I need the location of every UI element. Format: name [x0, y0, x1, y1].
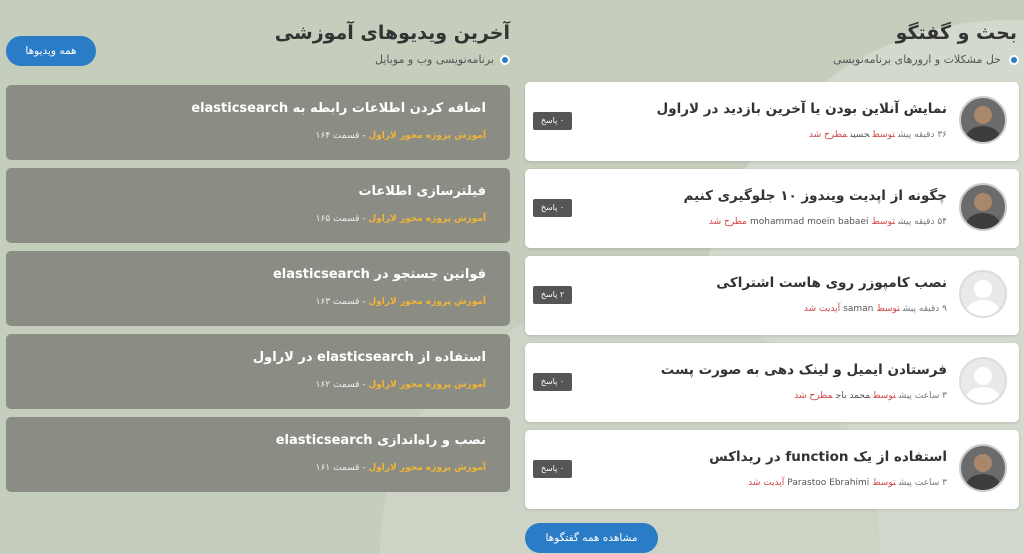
discussion-by: توسط: [873, 391, 896, 401]
avatar[interactable]: [959, 183, 1007, 231]
user-head-icon: [974, 280, 992, 298]
video-title[interactable]: قوانین جستجو در elasticsearch: [272, 267, 486, 282]
discussion-status: آپدیت شد: [803, 304, 841, 314]
user-head-icon: [974, 367, 992, 385]
video-meta: [316, 131, 486, 141]
user-body-icon: [966, 474, 1000, 492]
avatar[interactable]: [959, 96, 1007, 144]
video-episode: - قسمت ۱۶۳: [315, 297, 369, 307]
video-card[interactable]: [6, 251, 510, 326]
discussion-title[interactable]: نصب کامپوزر روی هاست اشتراکی: [716, 275, 947, 291]
video-course[interactable]: آموزش پروژه محور لاراول: [368, 214, 486, 224]
video-title[interactable]: اضافه کردن اطلاعات رابطه به elasticsearch: [191, 101, 486, 116]
video-title[interactable]: استفاده از elasticsearch در لاراول: [252, 350, 486, 365]
bullet-icon: [500, 55, 510, 65]
discussion-meta: [804, 304, 947, 314]
discussion-by: توسط: [876, 304, 900, 314]
video-course[interactable]: آموزش پروژه محور لاراول: [368, 463, 486, 473]
video-list: [6, 85, 510, 492]
discussion-title[interactable]: چگونه از اپدیت ویندوز ۱۰ جلوگیری کنیم: [683, 188, 947, 204]
reply-count-badge: ۰ پاسخ: [533, 112, 572, 130]
discussion-user[interactable]: محمد باج: [835, 391, 871, 401]
videos-title: آخرین ویدیوهای آموزشی: [274, 22, 510, 44]
discussion-status: آپدیت شد: [748, 478, 785, 488]
video-course[interactable]: آموزش پروژه محور لاراول: [368, 297, 486, 307]
discussion-card[interactable]: [525, 256, 1019, 335]
discussions-subtitle: [525, 50, 1019, 70]
video-meta: [316, 380, 486, 390]
all-videos-button[interactable]: همه ویدیوها: [6, 36, 96, 66]
discussions-title: بحث و گفتگو: [895, 22, 1017, 44]
video-meta: [316, 463, 486, 473]
user-body-icon: [966, 300, 1000, 318]
video-course[interactable]: آموزش پروژه محور لاراول: [368, 380, 486, 390]
discussion-time: ۳۶ دقیقه پیش: [897, 130, 947, 140]
video-episode: - قسمت ۱۶۲: [315, 380, 369, 390]
discussion-title[interactable]: نمایش آنلاین بودن یا آخرین بازدید در لاراول: [656, 101, 947, 117]
bullet-icon: [1009, 55, 1019, 65]
discussion-title[interactable]: فرستادن ایمیل و لینک دهی به صورت پست: [660, 362, 947, 378]
video-episode: - قسمت ۱۶۵: [315, 214, 369, 224]
video-card[interactable]: [6, 85, 510, 160]
discussion-card[interactable]: [525, 82, 1019, 161]
video-card[interactable]: [6, 334, 510, 409]
videos-section: [6, 18, 510, 500]
discussion-time: ۹ دقیقه پیش: [902, 304, 947, 314]
discussion-list: [525, 82, 1019, 509]
avatar[interactable]: [959, 357, 1007, 405]
reply-count-badge: ۲ پاسخ: [533, 286, 572, 304]
discussions-section: [525, 18, 1019, 517]
discussion-meta: [809, 130, 947, 140]
videos-subtitle-text: برنامه‌نویسی وب و موبایل: [375, 53, 494, 66]
discussion-status: مطرح شد: [808, 130, 848, 140]
discussion-time: ۳ ساعت پیش: [898, 478, 947, 488]
avatar[interactable]: [959, 270, 1007, 318]
video-meta: [316, 214, 486, 224]
discussion-meta: [794, 391, 947, 401]
video-episode: - قسمت ۱۶۱: [315, 463, 369, 473]
discussion-user[interactable]: mohammad moein babaei: [750, 217, 869, 227]
user-body-icon: [966, 126, 1000, 144]
video-title[interactable]: نصب و راه‌اندازی elasticsearch: [275, 433, 486, 448]
user-body-icon: [966, 387, 1000, 405]
user-head-icon: [974, 193, 992, 211]
discussion-time: ۵۴ دقیقه پیش: [897, 217, 947, 227]
user-body-icon: [966, 213, 1000, 231]
user-head-icon: [974, 106, 992, 124]
discussions-subtitle-text: حل مشکلات و ارورهای برنامه‌نویسی: [832, 53, 1001, 66]
discussion-meta: [748, 478, 947, 488]
video-episode: - قسمت ۱۶۴: [315, 131, 369, 141]
discussion-time: ۳ ساعت پیش: [898, 391, 947, 401]
video-title[interactable]: فیلترسازی اطلاعات: [358, 184, 486, 199]
discussion-status: مطرح شد: [708, 217, 747, 227]
discussion-status: مطرح شد: [794, 391, 833, 401]
discussion-user[interactable]: saman: [843, 304, 874, 314]
video-meta: [316, 297, 486, 307]
discussion-user[interactable]: Parastoo Ebrahimi: [787, 478, 870, 488]
discussion-meta: [709, 217, 947, 227]
view-all-discussions-button[interactable]: مشاهده همه گفتگوها: [525, 523, 658, 553]
discussion-by: توسط: [871, 217, 895, 227]
video-card[interactable]: [6, 417, 510, 492]
user-head-icon: [974, 454, 992, 472]
reply-count-badge: ۰ پاسخ: [533, 373, 572, 391]
discussion-title[interactable]: استفاده از یک function در ریداکس: [709, 449, 947, 465]
reply-count-badge: ۰ پاسخ: [533, 460, 572, 478]
discussion-card[interactable]: [525, 430, 1019, 509]
discussion-user[interactable]: حسین: [850, 130, 870, 140]
avatar[interactable]: [959, 444, 1007, 492]
discussion-by: توسط: [872, 478, 896, 488]
discussion-card[interactable]: [525, 343, 1019, 422]
discussion-card[interactable]: [525, 169, 1019, 248]
reply-count-badge: ۰ پاسخ: [533, 199, 572, 217]
discussion-by: توسط: [872, 130, 895, 140]
video-course[interactable]: آموزش پروژه محور لاراول: [368, 131, 486, 141]
video-card[interactable]: [6, 168, 510, 243]
